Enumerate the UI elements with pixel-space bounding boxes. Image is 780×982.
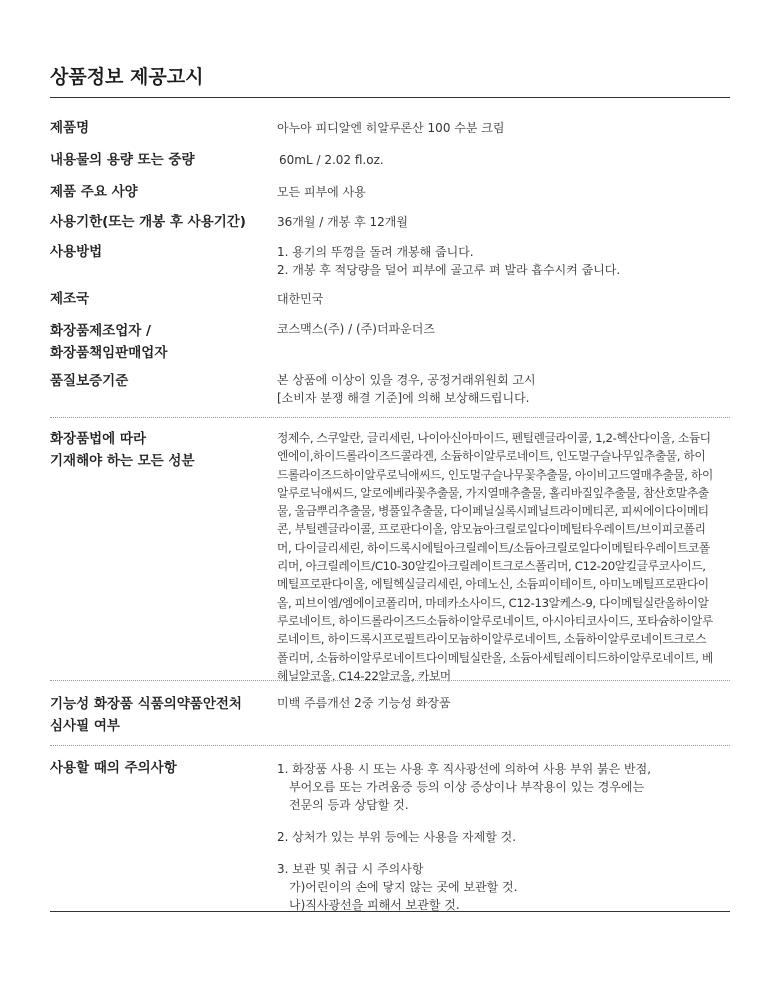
section-divider <box>50 680 730 681</box>
caution-line: 전문의 등과 상담할 것. <box>289 798 409 812</box>
caution-item <box>277 860 730 914</box>
label-country <box>50 288 265 310</box>
label-functional <box>50 693 265 737</box>
label-line: 화장품제조업자 / <box>50 323 151 339</box>
value-cautions <box>277 760 730 914</box>
caution-line: 1. 화장품 사용 시 또는 사용 후 직사광선에 의하여 사용 부위 붉은 반점, <box>277 762 652 776</box>
label-line: 사용기한(또는 개봉 후 사용기간) <box>50 214 246 230</box>
section-divider <box>50 417 730 418</box>
label-line: 사용할 때의 주의사항 <box>50 760 177 776</box>
label-line: 제조국 <box>50 291 90 307</box>
label-spec <box>50 181 265 203</box>
value-line: 본 상품에 이상이 있을 경우, 공정거래위원회 고시 <box>277 373 536 387</box>
page-title: 상품정보 제공고시 <box>50 66 204 88</box>
label-line: 기재해야 하는 모든 성분 <box>50 453 195 469</box>
value-functional <box>277 694 730 712</box>
value-line: 대한민국 <box>277 292 324 306</box>
label-line: 사용방법 <box>50 244 103 260</box>
value-line: [소비자 분쟁 해결 기준]에 의해 보상해드립니다. <box>277 391 530 405</box>
value-line: 60mL / 2.02 fl.oz. <box>279 153 384 167</box>
label-volume <box>50 149 265 171</box>
caution-line: 나)직사광선을 피해서 보관할 것. <box>289 898 460 912</box>
value-country <box>277 290 730 308</box>
value-quality <box>277 371 730 407</box>
label-line: 제품 주요 사양 <box>50 184 138 200</box>
ingredient-line: 로네이트, 하이드록시프로필트라이모늄하이알루로네이트, 소듐하이알루로네이트크로스 <box>277 632 707 647</box>
caution-item <box>277 828 730 846</box>
value-line: 1. 용기의 뚜껑을 돌려 개봉해 줍니다. <box>277 245 474 259</box>
spacer <box>277 846 730 860</box>
ingredient-line: 리머, 아크릴레이트/C10-30알킬아크릴레이트크로스폴리머, C12-20알킬글루코사이드, <box>277 559 706 574</box>
value-usage <box>277 243 730 279</box>
bottom-divider <box>50 911 730 912</box>
value-line: 모든 피부에 사용 <box>277 185 366 199</box>
value-volume <box>279 151 732 169</box>
value-line: 36개월 / 개봉 후 12개월 <box>277 215 408 229</box>
ingredient-line: 폴리머, 소듐하이알루로네이트다이메틸실란올, 소듐아세틸레이티드하이알루로네이트, 베 <box>277 650 713 665</box>
ingredient-line: 물, 울금뿌리추출물, 병풀잎추출물, 다이페닐실록시페닐트라이메티콘, 피씨에이다이메티 <box>277 504 709 519</box>
caution-line: 부어오름 또는 가려움증 등의 이상 증상이나 부작용이 있는 경우에는 <box>289 780 645 794</box>
label-usage <box>50 241 265 263</box>
value-expiry <box>277 213 730 231</box>
value-product-name <box>277 119 730 137</box>
caution-line: 가)어린이의 손에 닿지 않는 곳에 보관할 것. <box>289 880 518 894</box>
ingredient-line: 엔에이,하이드롤라이즈드콜라겐, 소듐하이알루로네이트, 인도멀구슬나무잎추출물, 하이 <box>277 449 706 464</box>
value-line: 코스맥스(주) / (주)더파운더즈 <box>277 322 435 336</box>
label-line: 품질보증기준 <box>50 373 129 389</box>
ingredient-line: 정제수, 스쿠알란, 글리세린, 나이아신아마이드, 펜틸렌글라이콜, 1,2-헥산다이올, 소듐디 <box>277 431 711 445</box>
top-divider <box>50 97 730 98</box>
ingredient-line: 올, 피브이엠/엠에이코폴리머, 마데카소사이드, C12-13알케스-9, 다이메틸실란올하이알 <box>277 595 709 610</box>
label-ingredients <box>50 428 265 472</box>
value-spec <box>277 183 730 201</box>
value-line: 아누아 피디알엔 히알루론산 100 수분 크림 <box>277 121 505 135</box>
label-line: 화장품법에 따라 <box>50 431 146 447</box>
spacer <box>277 814 730 828</box>
ingredient-line: 드롤라이즈드하이알루로닉애씨드, 인도멀구슬나무꽃추출물, 아이비고드열매추출물, 하이 <box>277 467 713 482</box>
ingredient-line: 헤닐알코올, C14-22알코올, 카보머 <box>277 668 451 683</box>
ingredient-line: 머, 다이글리세린, 하이드록시에틸아크릴레이트/소듐아크릴로일다이메틸타우레이트코폴 <box>277 540 710 555</box>
label-quality <box>50 370 265 392</box>
value-manufacturer <box>277 320 730 338</box>
caution-line: 3. 보관 및 취급 시 주의사항 <box>277 862 424 876</box>
caution-line: 2. 상처가 있는 부위 등에는 사용을 자제할 것. <box>277 830 517 844</box>
label-product-name <box>50 117 265 139</box>
section-divider <box>50 745 730 746</box>
value-line: 2. 개봉 후 적당량을 덜어 피부에 골고루 펴 발라 흡수시켜 줍니다. <box>277 263 621 277</box>
label-line: 제품명 <box>50 120 90 136</box>
label-line: 화장품책임판매업자 <box>50 345 168 361</box>
label-line: 기능성 화장품 식품의약품안전처 <box>50 696 242 712</box>
ingredient-line: 알루로닉애씨드, 알로에베라꽃추출물, 가지열매추출물, 홀리바질잎추출물, 참산호말추출 <box>277 485 709 500</box>
label-expiry <box>50 211 265 233</box>
caution-item <box>277 760 730 814</box>
ingredient-line: 루로네이트, 하이드롤라이즈드소듐하이알루로네이트, 아시아티코사이드, 포타슘하이알루 <box>277 613 713 628</box>
label-cautions <box>50 757 265 779</box>
value-ingredients <box>277 429 732 685</box>
ingredient-line: 메틸프로판다이올, 에틸헥실글리세린, 아데노신, 소듐피이테이트, 아미노메틸프로판다이 <box>277 577 709 592</box>
label-manufacturer <box>50 320 265 364</box>
ingredient-line: 콘, 부틸렌글라이콜, 프로판다이올, 암모늄아크릴로일다이메틸타우레이트/브이피코폴리 <box>277 522 706 537</box>
label-line: 심사필 여부 <box>50 718 120 734</box>
value-line: 미백 주름개선 2중 기능성 화장품 <box>277 696 451 710</box>
label-line: 내용물의 용량 또는 중량 <box>50 152 195 168</box>
